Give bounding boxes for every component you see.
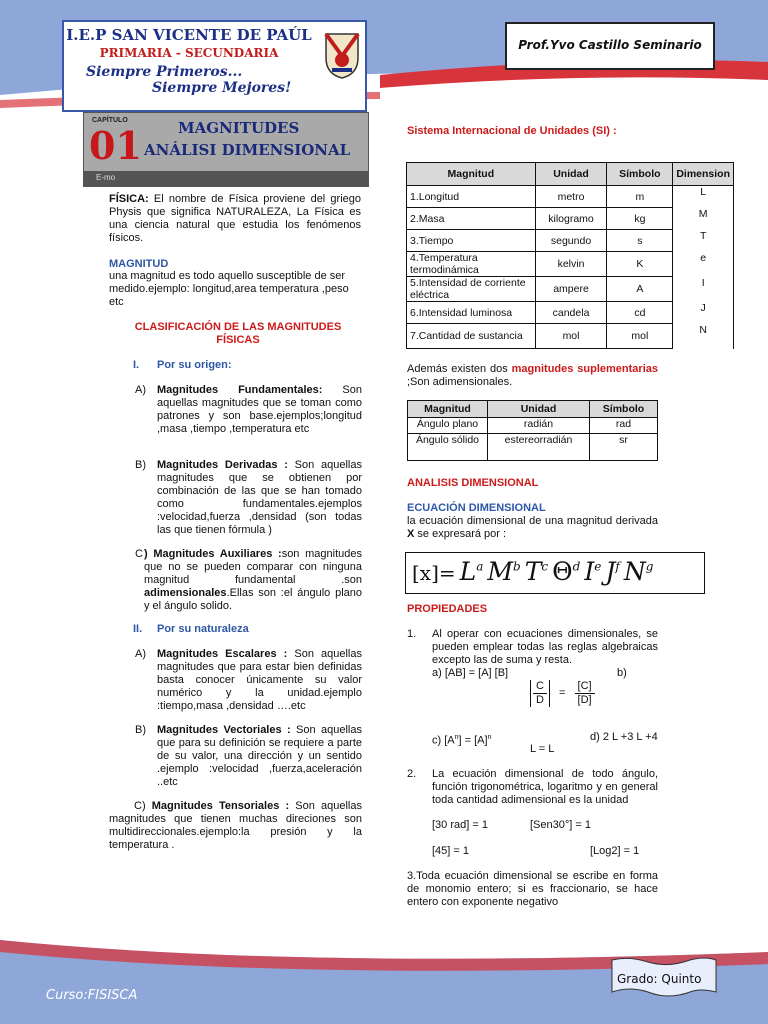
propiedades-heading: PROPIEDADES [407, 603, 488, 615]
property1-rule-b: b) [617, 667, 627, 679]
si-table-cell: kelvin [535, 252, 607, 277]
rule-c-exponent2: n [487, 734, 492, 741]
origin-number: I. [133, 359, 140, 371]
si-table-cell: 2.Masa [407, 208, 536, 230]
property1-rule-a: a) [AB] = [A] [B] [432, 667, 509, 679]
sup-table-cell: radián [488, 418, 590, 434]
nature-heading: Por su naturaleza [157, 623, 249, 635]
formula-term-base: N [623, 557, 646, 586]
fraction-dimensional [575, 680, 595, 707]
si-table-cell: mol [535, 324, 607, 349]
tensoriales-text: Son aquellas magnitudes que tienen muchas direciones son multidireccionales.ejemplo:la presión y la temperatura . [109, 800, 362, 851]
grade-label: Grado: Quinto [617, 972, 702, 986]
sup-header-magnitud: Magnitud [408, 401, 488, 418]
si-table-cell: 5.Intensidad de corriente eléctrica [407, 277, 536, 302]
property2-example3: [45] = 1 [432, 845, 470, 857]
si-table-cell: 3.Tiempo [407, 230, 536, 252]
si-header-dimension: Dimension [673, 163, 734, 186]
fundamental-paragraph [157, 384, 362, 436]
fisica-paragraph [109, 193, 361, 245]
si-table-cell: metro [535, 186, 607, 208]
fraction-brackets [530, 680, 550, 707]
professor-name: Prof.Yvo Castillo Seminario [518, 38, 702, 52]
formula-equals: = [438, 561, 456, 585]
fraction-denominator: D [536, 694, 544, 706]
si-table-row [407, 230, 734, 252]
si-table-row [407, 277, 734, 302]
property1-number: 1. [407, 628, 417, 640]
property2-text: La ecuación dimensional de todo ángulo, función trigonométrica, logaritmo y en general toda cantidad adimensional es la unidad [432, 768, 658, 806]
si-table-cell: I [673, 277, 734, 302]
si-table-row [407, 302, 734, 324]
fraction2-denominator: [D] [577, 694, 592, 706]
si-table-cell: ampere [535, 277, 607, 302]
escalares-paragraph [157, 648, 362, 713]
formula-box [405, 552, 705, 594]
si-table-cell: 7.Cantidad de sustancia [407, 324, 536, 349]
si-table-cell: A [607, 277, 673, 302]
si-table-body [407, 186, 734, 349]
auxiliares-paragraph [144, 548, 362, 613]
suplementarias-paragraph [407, 363, 658, 389]
auxiliares-text2: .Ellas son :el ángulo plano y el ángulo solido. [144, 587, 362, 612]
ecuacion-paragraph [407, 515, 658, 541]
formula-term-base: T [524, 557, 542, 586]
property1-rule-c [432, 731, 491, 748]
chapter-label: CAPÍTULO [92, 117, 128, 124]
adimensionales-term: adimensionales [144, 587, 227, 599]
formula-term-base: M [487, 557, 514, 586]
fraction-numerator: C [533, 680, 547, 694]
escalares-label: A) [135, 648, 146, 660]
si-table-cell: J [673, 302, 734, 324]
formula-lhs: [x] [412, 561, 439, 585]
formula-term-exponent: c [541, 559, 549, 574]
formula-term-exponent: d [572, 559, 581, 574]
fraction-c-d [533, 680, 547, 707]
si-table-row [407, 186, 734, 208]
formula-term-base: I [584, 557, 595, 586]
formula-term-exponent: g [645, 559, 654, 574]
analisis-heading: ANALISIS DIMENSIONAL [407, 477, 539, 489]
banner-strip-text: E-mo [96, 173, 116, 182]
sup-table-cell: estereorradián [488, 434, 590, 461]
sup-table-row [408, 418, 658, 434]
escalares-text: Son aquellas magnitudes que para estar bien definidas basta conocer únicamente su valor numérico y la unidad.ejemplo :tiempo,masa ,densidad ….etc [157, 648, 362, 712]
si-header-simbolo: Símbolo [607, 163, 673, 186]
si-table-cell: K [607, 252, 673, 277]
si-table-cell: candela [535, 302, 607, 324]
ecuacion-heading: ECUACIÓN DIMENSIONAL [407, 502, 546, 514]
si-header-unidad: Unidad [535, 163, 607, 186]
suplementarias-term: magnitudes suplementarias [511, 363, 658, 375]
si-table-cell: cd [607, 302, 673, 324]
vectoriales-text: Son aquellas que para su definición se requiere a parte de su valor, una dirección y un sentido .ejemplo :velocidad ,fuerza,aceleración ..etc [157, 724, 362, 788]
escalares-term: Magnitudes Escalares : [157, 648, 288, 660]
clasificacion-heading: CLASIFICACIÓN DE LAS MAGNITUDES FÍSICAS [134, 321, 342, 346]
property2-example4: [Log2] = 1 [590, 845, 640, 857]
formula-term-exponent: a [476, 559, 484, 574]
ecuacion-text2: se expresará por : [414, 528, 507, 540]
derivadas-label: B) [135, 459, 146, 471]
vectoriales-label: B) [135, 724, 146, 736]
si-table-cell: segundo [535, 230, 607, 252]
professor-box [505, 22, 715, 70]
si-table-cell: L [673, 186, 734, 208]
rule-c-exponent: n [454, 734, 459, 741]
derivadas-term: Magnitudes Derivadas : [157, 459, 288, 471]
formula-term-exponent: f [615, 559, 620, 574]
magnitud-heading: MAGNITUD [109, 258, 169, 270]
sup-table-cell: sr [590, 434, 658, 461]
fraction-equals: = [559, 687, 566, 700]
vectoriales-paragraph [157, 724, 362, 789]
sup-header-unidad: Unidad [488, 401, 590, 418]
si-header-magnitud: Magnitud [407, 163, 536, 186]
si-table-cell: s [607, 230, 673, 252]
fisica-text: El nombre de Física proviene del griego Physis que significa NATURALEZA, La Física es una ciencia natural que estudia los fenómenos físicos. [109, 193, 361, 244]
tensoriales-label: C) [134, 800, 146, 812]
sup-table-cell: rad [590, 418, 658, 434]
si-table-cell: e [673, 252, 734, 277]
si-heading: Sistema Internacional de Unidades (SI) : [407, 125, 617, 137]
tensoriales-term: Magnitudes Tensoriales : [151, 800, 290, 812]
property2-number: 2. [407, 768, 417, 780]
si-table-cell: 1.Longitud [407, 186, 536, 208]
fundamental-label: A) [135, 384, 146, 396]
chapter-title-line2: ANÁLISI DIMENSIONAL [144, 141, 351, 159]
property2-example2: [Sen30°] = 1 [530, 819, 591, 831]
sup-table-row [408, 434, 658, 461]
si-table-cell: kg [607, 208, 673, 230]
formula-term-base: L [459, 557, 477, 586]
suplementarias-text1: Además existen dos [407, 363, 512, 375]
auxiliares-text1: son magnitudes que no se pueden comparar con ninguna magnitud fundamental .son [144, 548, 362, 586]
suplementarias-text2: ;Son adimensionales. [407, 376, 513, 388]
ecuacion-text1: la ecuación dimensional de una magnitud derivada [407, 515, 658, 527]
si-table-row [407, 208, 734, 230]
sup-table-cell: Ángulo plano [408, 418, 488, 434]
si-table [406, 162, 734, 349]
formula-term-base: J [605, 557, 616, 586]
course-label: Curso:FISISCA [46, 988, 138, 1003]
formula-term-exponent: e [594, 559, 602, 574]
school-motto-line1: Siempre Primeros... [86, 64, 243, 80]
tensoriales-paragraph [109, 800, 362, 852]
origin-heading: Por su origen: [157, 359, 232, 371]
nature-number: II. [133, 623, 143, 635]
sup-table-header-row [408, 401, 658, 418]
magnitud-text: una magnitud es todo aquello susceptible de ser medido.ejemplo: longitud,area temperatura ,peso etc [109, 270, 349, 308]
derivadas-text: Son aquellas magnitudes que se obtienen por combinación de las que se han tomado como fundamentales.ejemplos :velocidad,fuerza ,densidad (son todas las que tienen fórmula ) [157, 459, 362, 536]
sup-table-cell: Ángulo sólido [408, 434, 488, 461]
si-table-cell: T [673, 230, 734, 252]
auxiliares-label: C [135, 548, 143, 560]
vectoriales-term: Magnitudes Vectoriales : [157, 724, 291, 736]
si-table-cell: M [673, 208, 734, 230]
ecuacion-variable: X [407, 528, 415, 540]
auxiliares-term: ) Magnitudes Auxiliares : [144, 548, 282, 560]
sup-table-body [408, 418, 658, 461]
chapter-number: 01 [89, 123, 142, 168]
chapter-title-line1: MAGNITUDES [178, 119, 300, 137]
rule-c-pre: c) [A [432, 734, 455, 747]
chapter-banner [83, 112, 369, 187]
property1-rule-d2: L = L [530, 743, 555, 755]
property1-fraction [530, 680, 650, 707]
property3-text: 3.Toda ecuación dimensional se escribe en forma de monomio entero; si es fraccionario, se hace entero con exponente negativo [407, 870, 658, 908]
fisica-label: FÍSICA: [109, 193, 149, 205]
si-table-cell: m [607, 186, 673, 208]
si-table-cell: N [673, 324, 734, 349]
si-table-header-row [407, 163, 734, 186]
school-name: I.E.P SAN VICENTE DE PAÚL [66, 26, 312, 44]
formula-terms [456, 557, 654, 586]
dimensional-formula [412, 557, 653, 586]
si-table-cell: mol [607, 324, 673, 349]
school-crest-icon [322, 30, 362, 80]
si-table-cell: 4.Temperatura termodinámica [407, 252, 536, 277]
rule-c-mid: ] = [A] [458, 734, 488, 747]
property1-text: Al operar con ecuaciones dimensionales, se pueden emplear todas las reglas algebraicas excepto las de suma y resta. [432, 628, 658, 666]
si-table-row [407, 324, 734, 349]
school-logo-box [62, 20, 367, 112]
school-level: PRIMARIA - SECUNDARIA [99, 46, 279, 60]
si-table-cell: 6.Intensidad luminosa [407, 302, 536, 324]
fundamental-text: Son aquellas magnitudes que se toman como patrones y son base.ejemplos;longitud ,masa ,tiempo ,temperatura etc [157, 384, 362, 435]
derivadas-paragraph [157, 459, 362, 537]
fraction2-numerator: [C] [575, 680, 595, 694]
suplementarias-table [407, 400, 658, 461]
formula-term-exponent: b [513, 559, 521, 574]
formula-term-base: Θ [552, 557, 573, 586]
property2-example1: [30 rad] = 1 [432, 819, 488, 831]
sup-header-simbolo: Símbolo [590, 401, 658, 418]
si-table-row [407, 252, 734, 277]
property1-rule-d: d) 2 L +3 L +4 [590, 731, 658, 743]
banner-strip [84, 171, 368, 186]
si-table-cell: kilogramo [535, 208, 607, 230]
school-motto-line2: Siempre Mejores! [152, 80, 292, 96]
fundamental-term: Magnitudes Fundamentales: [157, 384, 323, 396]
